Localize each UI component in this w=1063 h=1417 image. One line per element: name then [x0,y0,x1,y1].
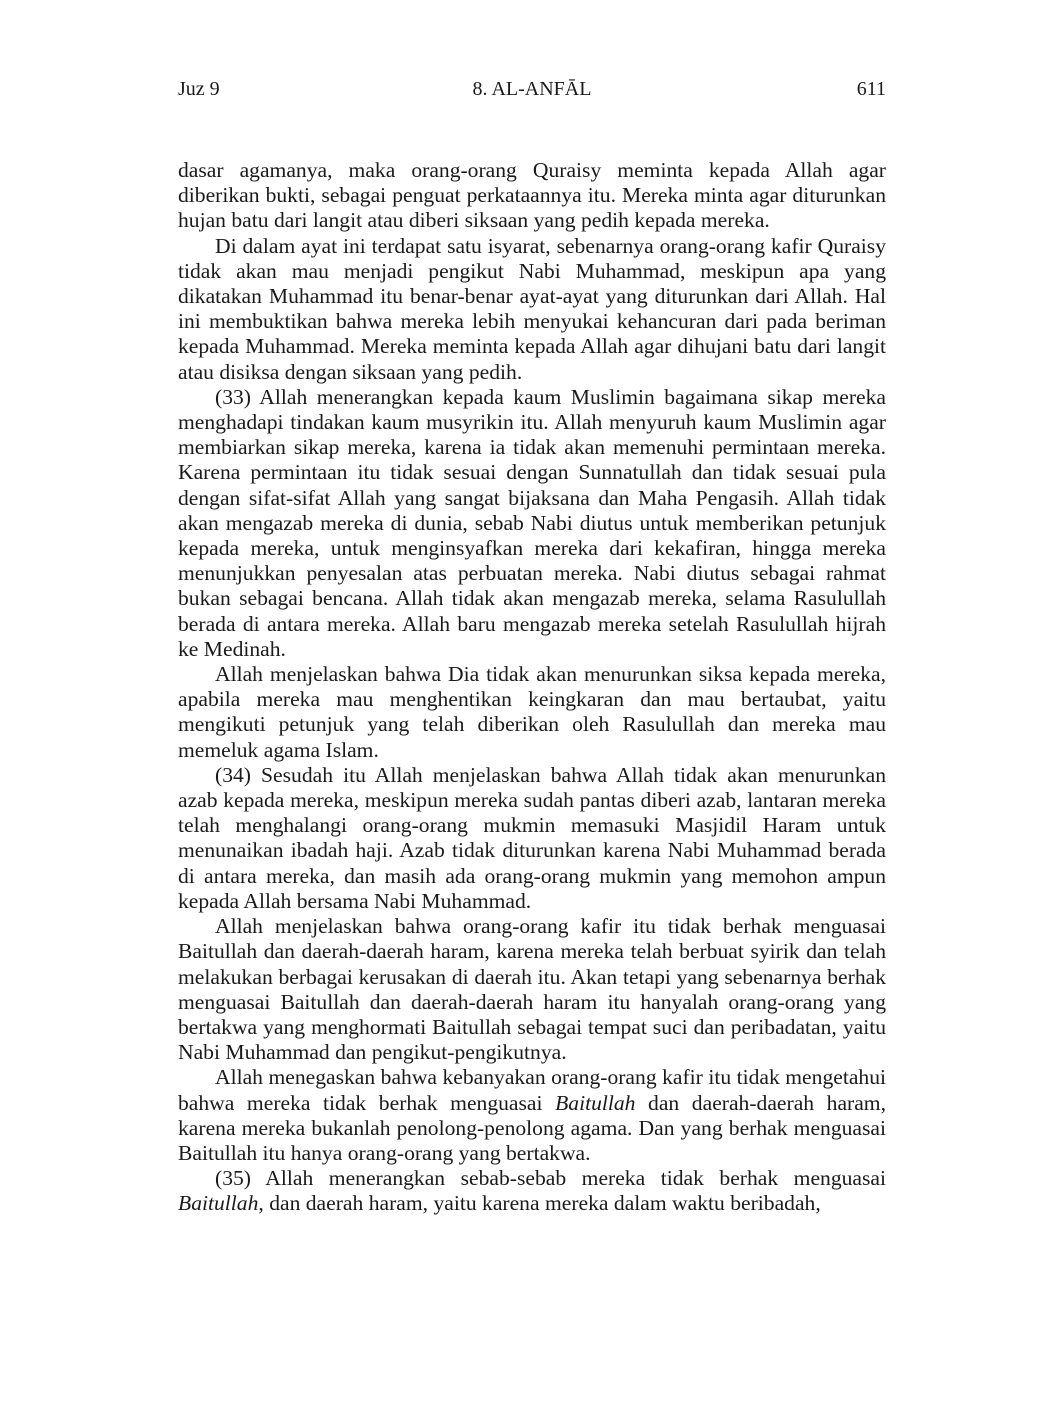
paragraph: (35) Allah menerangkan sebab-sebab mereka tidak berhak menguasai Baitullah, dan daerah haram, yaitu karena mereka dalam waktu beribadah, [178,1166,886,1216]
juz-label: Juz 9 [178,78,220,100]
page-header [178,74,886,104]
paragraph: (34) Sesudah itu Allah menjelaskan bahwa Allah tidak akan menurunkan azab kepada mereka, meskipun mereka sudah pantas diberi azab, lantaran mereka telah menghalangi orang-orang mukmin memasuki Masjidil Haram untuk menunaikan ibadah haji. Azab tidak diturunkan karena Nabi Muhammad berada di antara mereka, dan masih ada orang-orang mukmin yang memohon ampun kepada Allah bersama Nabi Muhammad. [178,762,886,913]
paragraph: dasar agamanya, maka orang-orang Quraisy meminta kepada Allah agar diberikan bukti, sebagai penguat perkataannya itu. Mereka minta agar diturunkan hujan batu dari langit atau diberi siksaan yang pedih kepada mereka. [178,158,886,233]
surah-title: 8. AL-ANFĀL [472,78,592,100]
italic-term: Baitullah [555,1090,636,1115]
paragraph: Allah menjelaskan bahwa orang-orang kafir itu tidak berhak menguasai Baitullah dan daerah-daerah haram, karena mereka telah berbuat syirik dan telah melakukan berbagai kerusakan di daerah itu. Akan tetapi yang sebenarnya berhak menguasai Baitullah dan daerah-daerah haram itu hanyalah orang-orang yang bertakwa yang menghormati Baitullah sebagai tempat suci dan peribadatan, yaitu Nabi Muhammad dan pengikut-pengikutnya. [178,914,886,1065]
italic-term: Baitullah [178,1191,259,1216]
paragraph: Allah menegaskan bahwa kebanyakan orang-orang kafir itu tidak mengetahui bahwa mereka tidak berhak menguasai Baitullah dan daerah-daerah haram, karena mereka bukanlah penolong-penolong agama. Dan yang berhak menguasai Baitullah itu hanya orang-orang yang bertakwa. [178,1065,887,1165]
page-body [178,158,886,1217]
paragraph: (33) Allah menerangkan kepada kaum Muslimin bagaimana sikap mereka menghadapi tindakan kaum musyrikin itu. Allah menyuruh kaum Muslimin agar membiarkan sikap mereka, karena ia tidak akan memenuhi permintaan mereka. Karena permintaan itu tidak sesuai dengan Sunnatullah dan tidak sesuai pula dengan sifat-sifat Allah yang sangat bijaksana dan Maha Pengasih. Allah tidak akan mengazab mereka di dunia, sebab Nabi diutus untuk memberikan petunjuk kepada mereka, untuk menginsyafkan mereka dari kekafiran, hingga mereka menunjukkan penyesalan atas perbuatan mereka. Nabi diutus sebagai rahmat bukan sebagai bencana. Allah tidak akan mengazab mereka, selama Rasulullah berada di antara mereka. Allah baru mengazab mereka setelah Rasulullah hijrah ke Medinah. [178,384,886,661]
paragraph: Di dalam ayat ini terdapat satu isyarat, sebenarnya orang-orang kafir Quraisy tidak akan mau menjadi pengikut Nabi Muhammad, meskipun apa yang dikatakan Muhammad itu benar-benar ayat-ayat yang diturunkan dari Allah. Hal ini membuktikan bahwa mereka lebih menyukai kehancuran dari pada beriman kepada Muhammad. Mereka meminta kepada Allah agar dihujani batu dari langit atau disiksa dengan siksaan yang pedih. [178,233,886,384]
page-number: 611 [856,78,886,100]
paragraph: Allah menjelaskan bahwa Dia tidak akan menurunkan siksa kepada mereka, apabila mereka mau menghentikan keingkaran dan mau bertaubat, yaitu mengikuti petunjuk yang telah diberikan oleh Rasulullah dan mereka mau memeluk agama Islam. [178,662,886,762]
